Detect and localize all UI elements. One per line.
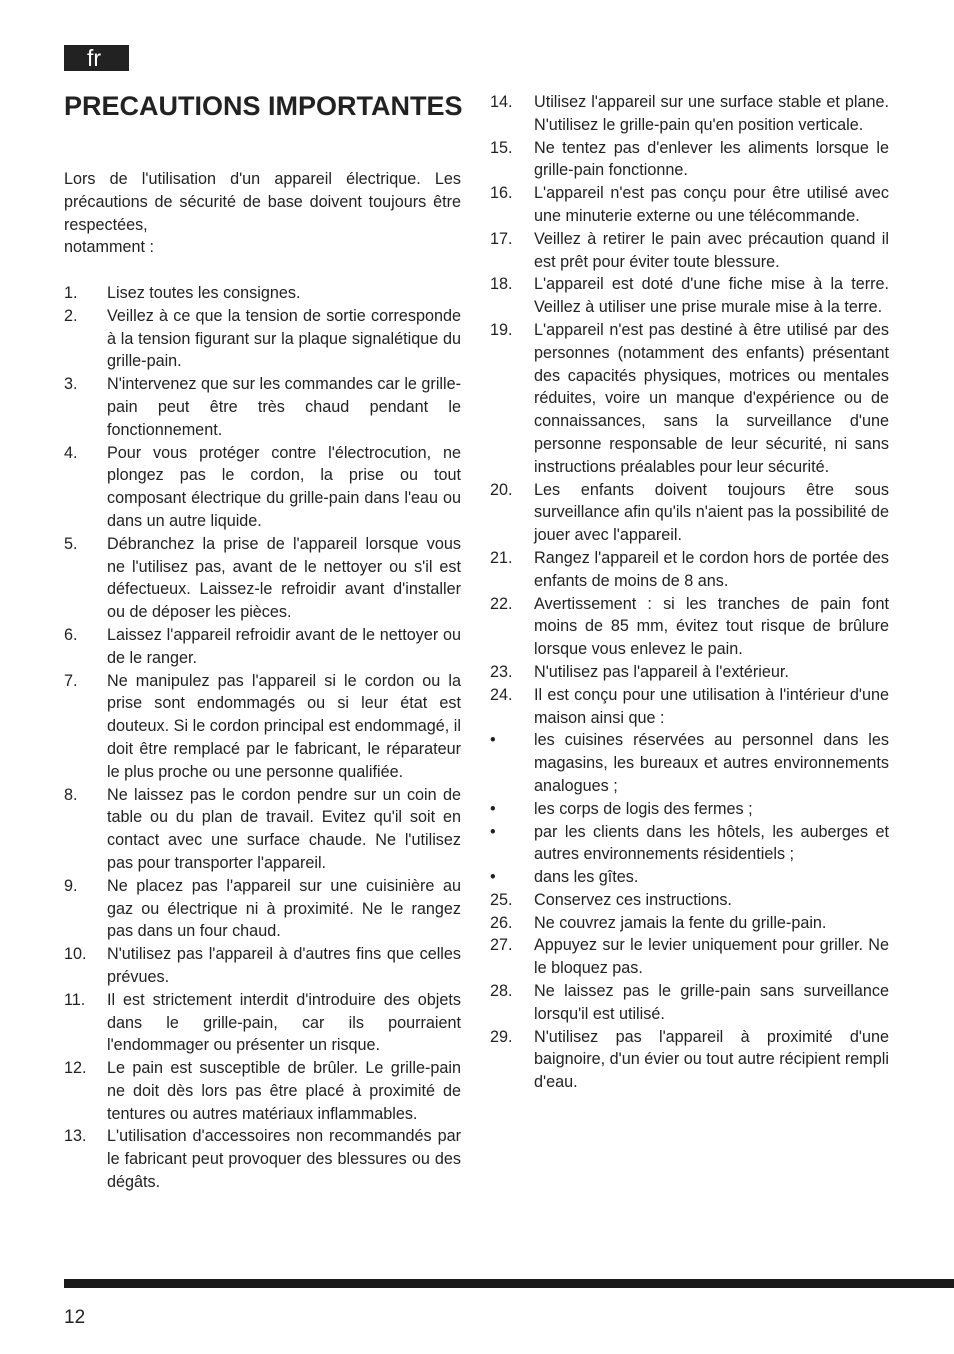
item-number: 4. [64,443,78,462]
item-number: 15. [490,138,513,157]
item-number: 23. [490,662,513,681]
item-text: Avertissement : si les tranches de pain font moins de 85 mm, évitez tout risque de brûlure lorsque vous enlevez le pain. [534,594,889,659]
item-text: Appuyez sur le levier uniquement pour griller. Ne le bloquez pas. [534,936,889,978]
language-tab: fr [64,45,129,71]
list-item [490,273,889,319]
item-text: Conservez ces instructions. [534,890,732,909]
item-number: 8. [64,785,78,804]
item-number: 6. [64,625,78,644]
item-text: L'appareil n'est pas conçu pour être utilisé avec une minuterie externe ou une télécommande. [534,184,889,225]
item-number: 11. [64,990,86,1009]
list-item [490,661,889,684]
item-text: Débranchez la prise de l'appareil lorsque vous ne l'utilisez pas, avant de le nettoyer ou s'il est défectueux. Laissez-le refroidir avant d'installer ou de déposer les pièces. [107,534,461,622]
item-text: Le pain est susceptible de brûler. Le grille-pain ne doit dès lors pas être placé à proximité de tentures ou autres matériaux inflammables. [107,1059,461,1123]
item-number: 9. [64,876,78,895]
item-number: 27. [490,936,513,955]
list-item [490,980,889,1026]
list-item [64,1057,461,1125]
list-item [64,282,461,305]
intro-text-continued: notamment : [64,238,154,257]
item-text: N'intervenez que sur les commandes car le grille-pain peut être très chaud pendant le fonctionnement. [107,375,461,439]
list-item [64,442,461,533]
footer-divider [64,1279,954,1288]
item-text: Ne tentez pas d'enlever les aliments lorsque le grille-pain fonctionne. [534,138,889,180]
item-text: Il est conçu pour une utilisation à l'intérieur d'une maison ainsi que : [534,685,889,727]
list-item [64,670,461,784]
list-item [490,547,889,593]
list-item [64,624,461,670]
list-item [64,533,461,624]
item-number: 5. [64,534,78,553]
list-item [490,798,889,821]
item-number: 3. [64,375,78,394]
item-text: Veillez à ce que la tension de sortie corresponde à la tension figurant sur la plaque signalétique du grille-pain. [107,306,461,371]
item-number: 24. [490,685,513,704]
item-number: 29. [490,1027,513,1046]
item-text: Ne manipulez pas l'appareil si le cordon ou la prise sont endommagés ou si leur état est douteux. Si le cordon principal est endommagé, il doit être remplacé par le fabricant, le réparateur le plus proche ou une personne qualifiée. [107,671,461,781]
item-number: 16. [490,184,513,203]
item-number: 22. [490,594,513,613]
bullet-marker: • [490,799,496,818]
list-item [490,821,889,867]
bullet-marker: • [490,822,496,841]
intro-paragraph [64,168,461,259]
item-number: 13. [64,1127,87,1146]
item-text: Pour vous protéger contre l'électrocution, ne plongez pas le cordon, la prise ou tout composant électrique du grille-pain dans l'eau ou dans un autre liquide. [107,443,461,530]
list-item [64,305,461,373]
item-number: 1. [64,284,78,302]
list-item [490,912,889,935]
list-item [490,228,889,274]
list-item [490,889,889,912]
list-item [490,684,889,730]
item-text: Rangez l'appareil et le cordon hors de portée des enfants de moins de 8 ans. [534,548,889,590]
item-text: Veillez à retirer le pain avec précaution quand il est prêt pour éviter toute blessure. [534,229,889,271]
item-text: dans les gîtes. [534,868,639,887]
item-text: Les enfants doivent toujours être sous surveillance afin qu'ils n'aient pas la possibilité de jouer avec l'appareil. [534,480,889,545]
item-number: 21. [490,548,513,567]
item-text: Laissez l'appareil refroidir avant de le nettoyer ou de le ranger. [107,625,461,667]
item-number: 10. [64,945,87,964]
item-text: L'utilisation d'accessoires non recommandés par le fabricant peut provoquer des blessures ou des dégâts. [107,1127,461,1192]
item-text: Lisez toutes les consignes. [107,284,301,302]
list-item [490,1026,889,1094]
list-item [64,943,461,989]
item-number: 28. [490,982,513,1001]
item-number: 26. [490,913,513,932]
list-item [64,373,461,441]
item-text: Il est strictement interdit d'introduire des objets dans le grille-pain, car ils pourraient l'endommager ou présenter un risque. [107,990,461,1055]
list-item [490,593,889,661]
list-item [490,934,889,980]
item-text: Utilisez l'appareil sur une surface stable et plane. N'utilisez le grille-pain qu'en position verticale. [534,93,889,134]
item-text: par les clients dans les hôtels, les auberges et autres environnements résidentiels ; [534,822,889,864]
list-item [490,91,889,137]
item-number: 19. [490,320,513,339]
item-text: N'utilisez pas l'appareil à l'extérieur. [534,662,789,681]
item-number: 20. [490,480,513,499]
item-text: Ne placez pas l'appareil sur une cuisinière au gaz ou électrique ni à proximité. Ne le rangez pas dans un four chaud. [107,876,461,941]
item-text: Ne laissez pas le grille-pain sans surveillance lorsqu'il est utilisé. [534,982,889,1023]
page-title: PRECAUTIONS IMPORTANTES [64,91,463,121]
item-number: 18. [490,275,513,294]
bullet-marker: • [490,868,496,887]
item-text: les cuisines réservées au personnel dans les magasins, les bureaux et autres environnements analogues ; [534,731,889,795]
list-item [490,866,889,889]
item-number: 7. [64,671,78,690]
item-text: N'utilisez pas l'appareil à proximité d'une baignoire, d'un évier ou tout autre récipient rempli d'eau. [534,1027,889,1092]
item-number: 25. [490,890,513,909]
list-item [64,875,461,943]
list-item [490,137,889,183]
item-text: Ne laissez pas le cordon pendre sur un coin de table ou du plan de travail. Evitez qu'il soit en contact avec une surface chaude. Ne l'utilisez pas pour transporter l'appareil. [107,785,461,872]
item-text: L'appareil n'est pas destiné à être utilisé par des personnes (notamment des enfants) présentant des capacités physiques, motrices ou mentales réduites, voire un manque d'expérience ou de connaissances, sans la surveillance d'une personne responsable de leur sécurité, ni sans instructions préalables pour leur sécurité. [534,320,889,476]
item-text: L'appareil est doté d'une fiche mise à la terre. Veillez à utiliser une prise murale mise à la terre. [534,275,889,317]
precautions-list-right [490,91,889,1094]
item-text: les corps de logis des fermes ; [534,799,753,818]
item-number: 14. [490,93,513,111]
list-item [490,319,889,479]
precautions-list-left [64,282,461,1194]
intro-text: Lors de l'utilisation d'un appareil électrique. Les précautions de sécurité de base doivent toujours être respectées, [64,170,461,234]
list-item [490,479,889,547]
list-item [64,1125,461,1193]
item-text: Ne couvrez jamais la fente du grille-pain. [534,913,827,932]
bullet-marker: • [490,731,496,750]
item-number: 17. [490,229,513,248]
list-item [490,182,889,228]
page-number: 12 [64,1307,86,1328]
list-item [64,784,461,875]
list-item [490,729,889,797]
list-item [64,989,461,1057]
item-number: 12. [64,1059,87,1078]
item-text: N'utilisez pas l'appareil à d'autres fins que celles prévues. [107,945,461,986]
item-number: 2. [64,306,78,325]
